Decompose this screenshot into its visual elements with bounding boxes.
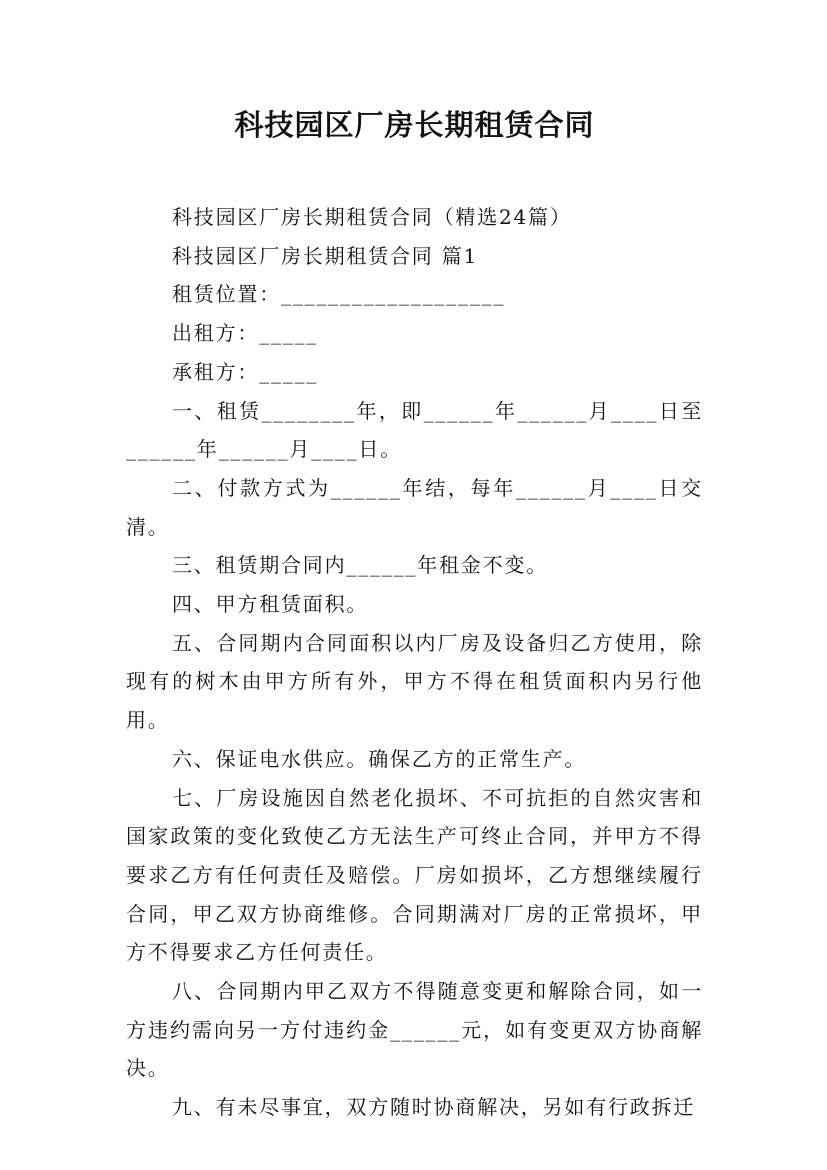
clause-4-area: 四、甲方租赁面积。	[172, 592, 369, 617]
document-body	[126, 198, 703, 1127]
clause-3-rent: 三、租赁期合同内______年租金不变。	[172, 553, 548, 578]
clause-5-usage: 五、合同期内合同面积以内厂房及设备归乙方使用，除现有的树木由甲方所有外，甲方不得在租赁面积内另行他用。	[126, 630, 703, 733]
paragraph-lessor: 出租方：_____	[172, 321, 319, 346]
document-title: 科技园区厂房长期租赁合同	[234, 108, 595, 142]
paragraph-lease-location: 租赁位置：___________________	[172, 282, 506, 307]
paragraph-section-title: 科技园区厂房长期租赁合同 篇1	[172, 243, 479, 268]
clause-9-other: 九、有未尽事宜，双方随时协商解决，另如有行政拆迁	[172, 1095, 696, 1120]
clause-1-lease-term: 一、租赁________年，即______年______月____日至______年______月____日。	[126, 398, 703, 462]
clause-2-payment: 二、付款方式为______年结，每年______月____日交清。	[126, 475, 703, 539]
clause-6-utilities: 六、保证电水供应。确保乙方的正常生产。	[172, 746, 587, 771]
paragraph-lessee: 承租方：_____	[172, 359, 319, 384]
clause-8-breach: 八、合同期内甲乙双方不得随意变更和解除合同，如一方违约需向另一方付违约金______元，如有变更双方协商解决。	[126, 979, 703, 1081]
paragraph-heading: 科技园区厂房长期租赁合同（精选24篇）	[172, 205, 572, 229]
clause-7-termination: 七、厂房设施因自然老化损坏、不可抗拒的自然灾害和国家政策的变化致使乙方无法生产可终止合同，并甲方不得要求乙方有任何责任及赔偿。厂房如损坏，乙方想继续履行合同，甲乙双方协商维修。合同期满对厂房的正常损坏，甲方不得要求乙方任何责任。	[126, 785, 703, 965]
